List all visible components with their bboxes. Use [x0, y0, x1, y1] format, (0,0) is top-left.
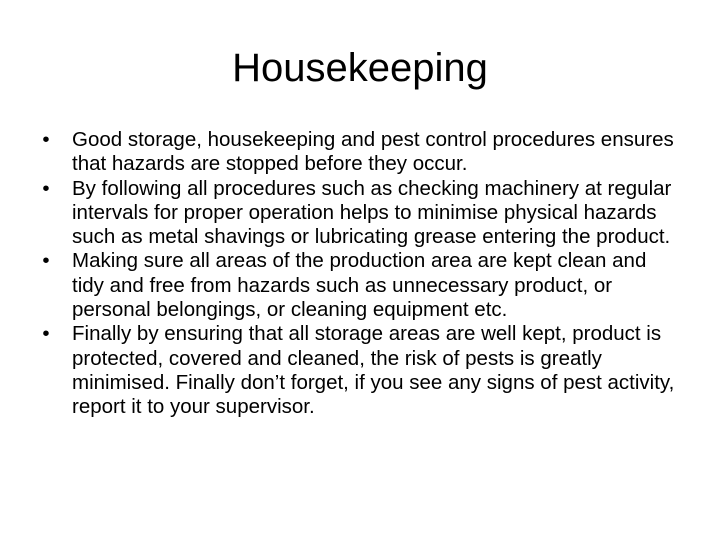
- bullet-text: Making sure all areas of the production area are kept clean and tidy and free from hazards such as unnecessary product, or personal belongings, or cleaning equipment etc.: [72, 249, 647, 322]
- bullet-point-icon: •: [42, 128, 50, 151]
- bullet-point-icon: •: [42, 176, 50, 200]
- bullet-text: Finally by ensuring that all storage areas are well kept, product is protected, covered and cleaned, the risk of pests is greatly minimised. Finally don’t forget, if you see any signs of pest activity, report it to your supervisor.: [72, 322, 675, 419]
- bullet-point-icon: •: [42, 249, 50, 273]
- bullet-item: [42, 249, 682, 322]
- bullet-item: [42, 176, 682, 250]
- slide-title: Housekeeping: [232, 46, 488, 90]
- bullet-item: [42, 322, 682, 419]
- bullet-point-icon: •: [42, 322, 50, 346]
- bullet-list: [42, 128, 682, 420]
- bullet-item: [42, 128, 682, 177]
- bullet-text: Good storage, housekeeping and pest control procedures ensures that hazards are stopped before they occur.: [72, 128, 674, 176]
- bullet-text: By following all procedures such as checking machinery at regular intervals for proper operation helps to minimise physical hazards such as metal shavings or lubricating grease entering the product.: [72, 176, 672, 249]
